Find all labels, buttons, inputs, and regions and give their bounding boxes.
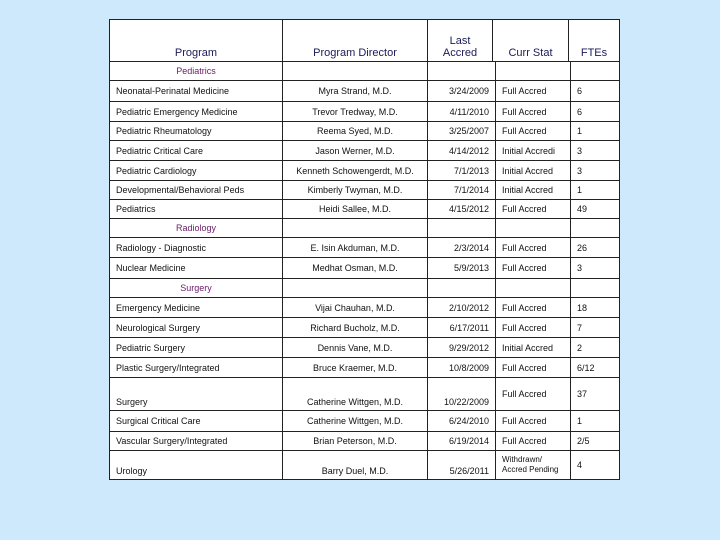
table-row bbox=[110, 432, 620, 451]
curr-stat-cell: Initial Accred bbox=[496, 161, 571, 181]
table-row bbox=[110, 81, 620, 102]
ftes-cell: 3 bbox=[571, 161, 620, 181]
ftes-cell: 6/12 bbox=[571, 358, 620, 378]
curr-stat-cell: Full Accred bbox=[496, 200, 571, 219]
director-cell: Brian Peterson, M.D. bbox=[283, 432, 428, 451]
empty-cell bbox=[496, 219, 571, 238]
program-cell: Plastic Surgery/Integrated bbox=[110, 358, 283, 378]
empty-cell bbox=[571, 62, 620, 81]
program-cell: Neurological Surgery bbox=[110, 318, 283, 338]
ftes-cell: 2/5 bbox=[571, 432, 620, 451]
director-cell: Richard Bucholz, M.D. bbox=[283, 318, 428, 338]
header-program: Program bbox=[110, 20, 283, 68]
empty-cell bbox=[283, 219, 428, 238]
table-row bbox=[110, 338, 620, 358]
curr-stat-cell: Full Accred bbox=[496, 318, 571, 338]
header-curr-stat: Curr Stat bbox=[493, 20, 569, 68]
last-accred-cell: 9/29/2012 bbox=[428, 338, 496, 358]
program-cell: Pediatric Cardiology bbox=[110, 161, 283, 181]
curr-stat-cell: Full Accred bbox=[496, 122, 571, 141]
curr-stat-cell: Full Accred bbox=[496, 238, 571, 258]
table-row bbox=[110, 102, 620, 122]
empty-cell bbox=[283, 279, 428, 298]
section-label: Pediatrics bbox=[110, 62, 283, 81]
empty-cell bbox=[428, 219, 496, 238]
ftes-cell: 37 bbox=[571, 378, 620, 411]
table-row bbox=[110, 238, 620, 258]
program-cell: Surgery bbox=[110, 378, 283, 411]
last-accred-cell: 3/25/2007 bbox=[428, 122, 496, 141]
program-cell: Pediatrics bbox=[110, 200, 283, 219]
curr-stat-cell: Full Accred bbox=[496, 81, 571, 102]
empty-cell bbox=[496, 279, 571, 298]
last-accred-cell: 2/10/2012 bbox=[428, 298, 496, 318]
empty-cell bbox=[428, 62, 496, 81]
program-cell: Developmental/Behavioral Peds bbox=[110, 181, 283, 200]
table-row bbox=[110, 200, 620, 219]
curr-stat-cell: Full Accred bbox=[496, 258, 571, 279]
table-row bbox=[110, 122, 620, 141]
curr-stat-cell: Full Accred bbox=[496, 432, 571, 451]
empty-cell bbox=[428, 279, 496, 298]
program-table bbox=[109, 61, 620, 480]
ftes-cell: 3 bbox=[571, 141, 620, 161]
program-cell: Nuclear Medicine bbox=[110, 258, 283, 279]
table-row bbox=[110, 141, 620, 161]
curr-stat-cell: Full Accred bbox=[496, 378, 571, 411]
director-cell: Heidi Sallee, M.D. bbox=[283, 200, 428, 219]
curr-stat-cell: Withdrawn/ Accred Pending bbox=[496, 451, 571, 480]
ftes-cell: 26 bbox=[571, 238, 620, 258]
curr-stat-cell: Full Accred bbox=[496, 411, 571, 432]
last-accred-cell: 7/1/2014 bbox=[428, 181, 496, 200]
program-cell: Pediatric Emergency Medicine bbox=[110, 102, 283, 122]
table-row bbox=[110, 451, 620, 480]
director-cell: Dennis Vane, M.D. bbox=[283, 338, 428, 358]
header-director: Program Director bbox=[283, 20, 428, 68]
last-accred-cell: 5/9/2013 bbox=[428, 258, 496, 279]
curr-stat-cell: Initial Accredi bbox=[496, 141, 571, 161]
last-accred-cell: 4/11/2010 bbox=[428, 102, 496, 122]
ftes-cell: 18 bbox=[571, 298, 620, 318]
ftes-cell: 1 bbox=[571, 122, 620, 141]
last-accred-cell: 6/17/2011 bbox=[428, 318, 496, 338]
last-accred-cell: 6/24/2010 bbox=[428, 411, 496, 432]
table-row bbox=[110, 181, 620, 200]
program-cell: Pediatric Surgery bbox=[110, 338, 283, 358]
curr-stat-cell: Full Accred bbox=[496, 358, 571, 378]
curr-stat-cell: Initial Accred bbox=[496, 338, 571, 358]
program-cell: Surgical Critical Care bbox=[110, 411, 283, 432]
director-cell: Jason Werner, M.D. bbox=[283, 141, 428, 161]
director-cell: Myra Strand, M.D. bbox=[283, 81, 428, 102]
curr-stat-cell: Full Accred bbox=[496, 298, 571, 318]
last-accred-cell: 6/19/2014 bbox=[428, 432, 496, 451]
section-row bbox=[110, 279, 620, 298]
director-cell: Medhat Osman, M.D. bbox=[283, 258, 428, 279]
director-cell: E. Isin Akduman, M.D. bbox=[283, 238, 428, 258]
section-label: Radiology bbox=[110, 219, 283, 238]
last-accred-cell: 5/26/2011 bbox=[428, 451, 496, 480]
section-label: Surgery bbox=[110, 279, 283, 298]
table-row bbox=[110, 161, 620, 181]
ftes-cell: 2 bbox=[571, 338, 620, 358]
empty-cell bbox=[283, 62, 428, 81]
program-cell: Urology bbox=[110, 451, 283, 480]
table-row bbox=[110, 358, 620, 378]
table-row bbox=[110, 258, 620, 279]
director-cell: Reema Syed, M.D. bbox=[283, 122, 428, 141]
last-accred-cell: 2/3/2014 bbox=[428, 238, 496, 258]
header-ftes: FTEs bbox=[569, 20, 620, 68]
table-row bbox=[110, 378, 620, 411]
ftes-cell: 1 bbox=[571, 181, 620, 200]
header-last-accred: Last Accred bbox=[428, 20, 493, 68]
ftes-cell: 6 bbox=[571, 81, 620, 102]
curr-stat-cell: Full Accred bbox=[496, 102, 571, 122]
program-cell: Radiology - Diagnostic bbox=[110, 238, 283, 258]
director-cell: Kenneth Schowengerdt, M.D. bbox=[283, 161, 428, 181]
program-cell: Pediatric Rheumatology bbox=[110, 122, 283, 141]
program-cell: Neonatal-Perinatal Medicine bbox=[110, 81, 283, 102]
last-accred-cell: 10/22/2009 bbox=[428, 378, 496, 411]
director-cell: Catherine Wittgen, M.D. bbox=[283, 411, 428, 432]
last-accred-cell: 4/14/2012 bbox=[428, 141, 496, 161]
last-accred-cell: 10/8/2009 bbox=[428, 358, 496, 378]
ftes-cell: 4 bbox=[571, 451, 620, 480]
section-row bbox=[110, 62, 620, 81]
director-cell: Trevor Tredway, M.D. bbox=[283, 102, 428, 122]
table-row bbox=[110, 318, 620, 338]
empty-cell bbox=[571, 279, 620, 298]
section-row bbox=[110, 219, 620, 238]
ftes-cell: 1 bbox=[571, 411, 620, 432]
curr-stat-cell: Initial Accred bbox=[496, 181, 571, 200]
program-cell: Vascular Surgery/Integrated bbox=[110, 432, 283, 451]
director-cell: Catherine Wittgen, M.D. bbox=[283, 378, 428, 411]
table-row bbox=[110, 298, 620, 318]
ftes-cell: 7 bbox=[571, 318, 620, 338]
director-cell: Bruce Kraemer, M.D. bbox=[283, 358, 428, 378]
last-accred-cell: 3/24/2009 bbox=[428, 81, 496, 102]
director-cell: Vijai Chauhan, M.D. bbox=[283, 298, 428, 318]
table-row bbox=[110, 411, 620, 432]
empty-cell bbox=[571, 219, 620, 238]
ftes-cell: 6 bbox=[571, 102, 620, 122]
ftes-cell: 3 bbox=[571, 258, 620, 279]
program-cell: Pediatric Critical Care bbox=[110, 141, 283, 161]
director-cell: Barry Duel, M.D. bbox=[283, 451, 428, 480]
ftes-cell: 49 bbox=[571, 200, 620, 219]
director-cell: Kimberly Twyman, M.D. bbox=[283, 181, 428, 200]
program-cell: Emergency Medicine bbox=[110, 298, 283, 318]
empty-cell bbox=[496, 62, 571, 81]
last-accred-cell: 4/15/2012 bbox=[428, 200, 496, 219]
last-accred-cell: 7/1/2013 bbox=[428, 161, 496, 181]
